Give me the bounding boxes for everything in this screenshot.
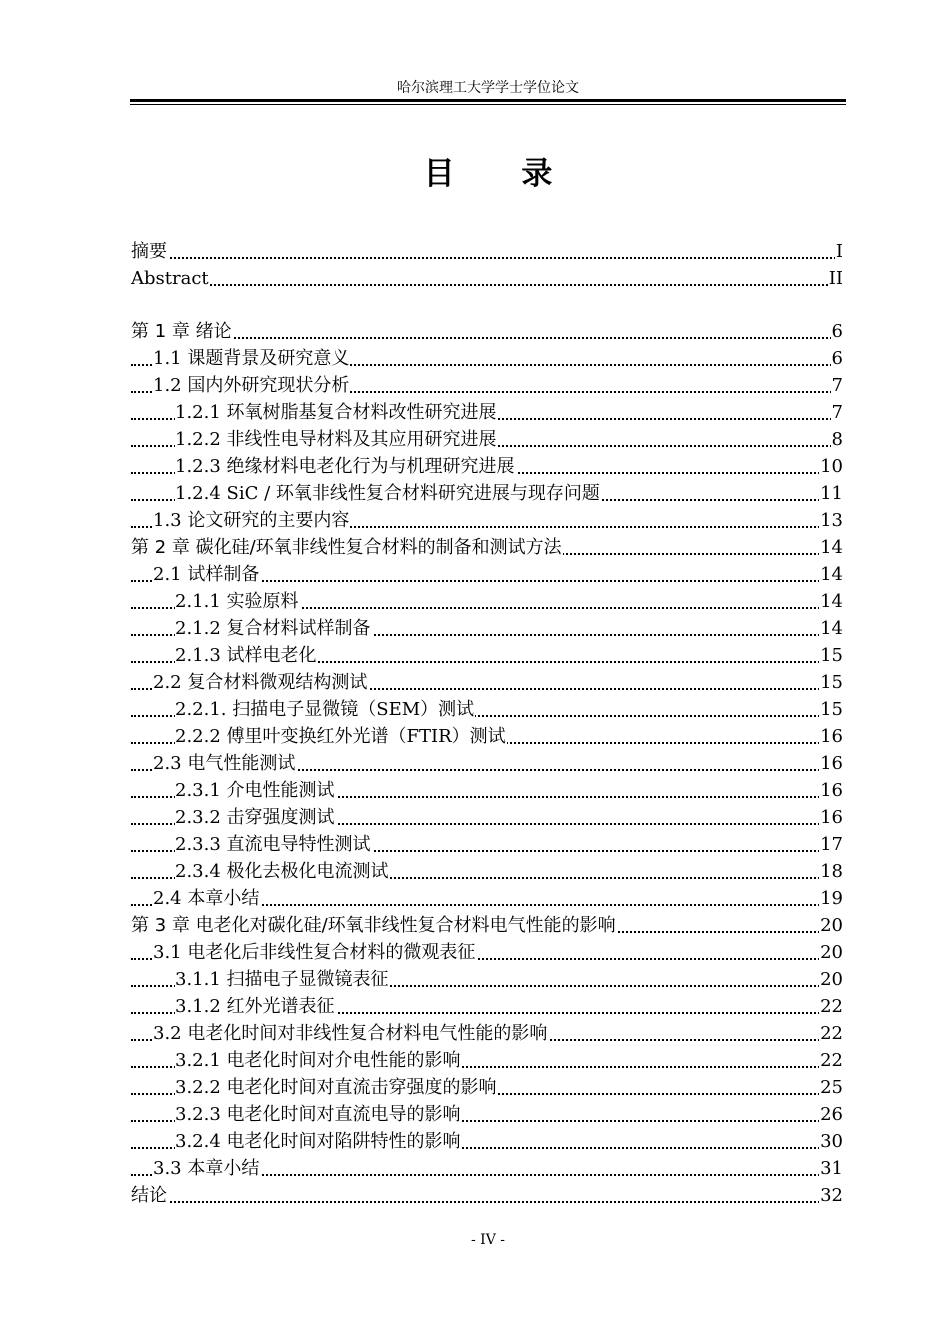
toc-entry-page: I — [835, 238, 843, 265]
toc-entry[interactable] — [131, 1182, 843, 1209]
toc-entry-label: 2.3.1 介电性能测试 — [175, 777, 336, 804]
toc-entry-label: 2.3.3 直流电导特性测试 — [175, 831, 372, 858]
toc-entry-label: 1.2.1 环氧树脂基复合材料改性研究进展 — [175, 399, 498, 426]
toc-entry[interactable] — [131, 885, 843, 912]
toc-entry[interactable] — [131, 966, 843, 993]
toc-entry-page: 14 — [819, 588, 843, 615]
toc-entry[interactable] — [131, 669, 843, 696]
toc-entry-page: 22 — [819, 993, 843, 1020]
toc-entry-page: 10 — [819, 453, 843, 480]
toc-entry-page: 25 — [819, 1074, 843, 1101]
toc-entry-page: 16 — [819, 777, 843, 804]
toc-entry-page: 20 — [819, 966, 843, 993]
toc-entry-label: 1.2.2 非线性电导材料及其应用研究进展 — [175, 426, 498, 453]
toc-entry-label: 3.2.2 电老化时间对直流击穿强度的影响 — [175, 1074, 498, 1101]
toc-entry[interactable] — [131, 1128, 843, 1155]
toc-entry-page: 22 — [819, 1020, 843, 1047]
toc-entry-page: 22 — [819, 1047, 843, 1074]
toc-entry-page: 17 — [819, 831, 843, 858]
toc-entry[interactable] — [131, 831, 843, 858]
toc-front-matter — [131, 238, 843, 292]
toc-entry[interactable] — [131, 858, 843, 885]
toc-entry-label: 3.2.3 电老化时间对直流电导的影响 — [175, 1101, 462, 1128]
toc-entry-label: 第 2 章 碳化硅/环氧非线性复合材料的制备和测试方法 — [131, 534, 563, 561]
toc-entry[interactable] — [131, 238, 843, 265]
toc-entry-label: 3.1.1 扫描电子显微镜表征 — [175, 966, 390, 993]
toc-entry-page: 7 — [831, 399, 843, 426]
toc-entry-label: 2.3.4 极化去极化电流测试 — [175, 858, 390, 885]
toc-entry-label: 3.2 电老化时间对非线性复合材料电气性能的影响 — [153, 1020, 548, 1047]
toc-entry-label: 1.2.3 绝缘材料电老化行为与机理研究进展 — [175, 453, 516, 480]
toc-entry-label: 3.1.2 红外光谱表征 — [175, 993, 336, 1020]
toc-entry[interactable] — [131, 372, 843, 399]
toc-entry-label: 3.2.1 电老化时间对介电性能的影响 — [175, 1047, 462, 1074]
toc-entry-label: 结论 — [131, 1182, 168, 1209]
toc-entry[interactable] — [131, 777, 843, 804]
toc-entry[interactable] — [131, 399, 843, 426]
toc-entry-page: 20 — [819, 912, 843, 939]
toc-entry[interactable] — [131, 534, 843, 561]
toc-entry-page: 11 — [819, 480, 843, 507]
toc-entry[interactable] — [131, 426, 843, 453]
toc-entry-label: 2.3.2 击穿强度测试 — [175, 804, 336, 831]
toc-entry-page: 20 — [819, 939, 843, 966]
toc-entry-label: 第 3 章 电老化对碳化硅/环氧非线性复合材料电气性能的影响 — [131, 912, 617, 939]
toc-entry-page: 16 — [819, 804, 843, 831]
toc-entry[interactable] — [131, 615, 843, 642]
toc-entry[interactable] — [131, 1155, 843, 1182]
toc-entry-page: 16 — [819, 723, 843, 750]
toc-entry-page: 18 — [819, 858, 843, 885]
toc-entry-label: 1.2 国内外研究现状分析 — [153, 372, 350, 399]
page-number: - IV - — [470, 1232, 505, 1248]
toc-entry[interactable] — [131, 318, 843, 345]
toc-entry[interactable] — [131, 696, 843, 723]
toc-entry[interactable] — [131, 993, 843, 1020]
toc-entry-label: 第 1 章 绪论 — [131, 318, 233, 345]
toc-entry-label: 2.4 本章小结 — [153, 885, 260, 912]
toc-entry-page: 8 — [831, 426, 843, 453]
toc-entry[interactable] — [131, 804, 843, 831]
toc-entry-label: 3.1 电老化后非线性复合材料的微观表征 — [153, 939, 476, 966]
table-of-contents — [131, 238, 843, 1209]
toc-entry[interactable] — [131, 1047, 843, 1074]
toc-dot-leader — [131, 257, 843, 259]
header-rule-thick — [130, 99, 846, 102]
toc-entry-label: 2.1.1 实验原料 — [175, 588, 300, 615]
toc-entry-label: 1.2.4 SiC / 环氧非线性复合材料研究进展与现存问题 — [175, 480, 601, 507]
toc-entry[interactable] — [131, 642, 843, 669]
running-header: 哈尔滨理工大学学士学位论文 — [397, 80, 579, 96]
toc-entry-label: Abstract — [131, 265, 210, 292]
toc-entry[interactable] — [131, 507, 843, 534]
toc-entry[interactable] — [131, 480, 843, 507]
toc-entry-label: 2.2.1. 扫描电子显微镜（SEM）测试 — [175, 696, 475, 723]
toc-entry-label: 摘要 — [131, 238, 168, 265]
toc-dot-leader — [131, 1201, 843, 1203]
toc-entry[interactable] — [131, 939, 843, 966]
toc-entry[interactable] — [131, 453, 843, 480]
toc-gap — [131, 292, 843, 318]
toc-entry-page: 13 — [819, 507, 843, 534]
toc-entry-label: 1.1 课题背景及研究意义 — [153, 345, 350, 372]
toc-entry[interactable] — [131, 265, 843, 292]
toc-entry-label: 2.1.2 复合材料试样制备 — [175, 615, 372, 642]
toc-entry-label: 3.2.4 电老化时间对陷阱特性的影响 — [175, 1128, 462, 1155]
toc-entry-page: 6 — [831, 318, 843, 345]
toc-entry[interactable] — [131, 561, 843, 588]
toc-entry-label: 2.1.3 试样电老化 — [175, 642, 318, 669]
toc-entry-page: 6 — [831, 345, 843, 372]
toc-entry[interactable] — [131, 345, 843, 372]
toc-entry-label: 3.3 本章小结 — [153, 1155, 260, 1182]
toc-entry-page: 14 — [819, 561, 843, 588]
toc-entry[interactable] — [131, 750, 843, 777]
toc-entry-label: 1.3 论文研究的主要内容 — [153, 507, 350, 534]
toc-dot-leader — [131, 337, 843, 339]
toc-entry[interactable] — [131, 1101, 843, 1128]
toc-entry-label: 2.1 试样制备 — [153, 561, 260, 588]
toc-entry-page: 15 — [819, 642, 843, 669]
toc-entry-page: 16 — [819, 750, 843, 777]
header-rule-thin — [130, 104, 846, 105]
toc-entry-page: 19 — [819, 885, 843, 912]
toc-entry-page: 31 — [819, 1155, 843, 1182]
toc-entry[interactable] — [131, 1074, 843, 1101]
toc-entry-label: 2.2 复合材料微观结构测试 — [153, 669, 368, 696]
toc-entry-page: 15 — [819, 696, 843, 723]
toc-entry[interactable] — [131, 1020, 843, 1047]
toc-entry[interactable] — [131, 723, 843, 750]
toc-body — [131, 318, 843, 1209]
toc-entry-page: 32 — [819, 1182, 843, 1209]
toc-entry-page: 30 — [819, 1128, 843, 1155]
toc-title: 目 录 — [423, 156, 581, 192]
toc-entry-page: 14 — [819, 615, 843, 642]
toc-entry-page: 14 — [819, 534, 843, 561]
toc-entry[interactable] — [131, 912, 843, 939]
toc-entry-page: 26 — [819, 1101, 843, 1128]
toc-entry-label: 2.2.2 傅里叶变换红外光谱（FTIR）测试 — [175, 723, 507, 750]
toc-entry-page: II — [828, 265, 843, 292]
toc-entry-page: 15 — [819, 669, 843, 696]
toc-entry[interactable] — [131, 588, 843, 615]
toc-entry-label: 2.3 电气性能测试 — [153, 750, 296, 777]
toc-entry-page: 7 — [831, 372, 843, 399]
toc-dot-leader — [131, 284, 843, 286]
